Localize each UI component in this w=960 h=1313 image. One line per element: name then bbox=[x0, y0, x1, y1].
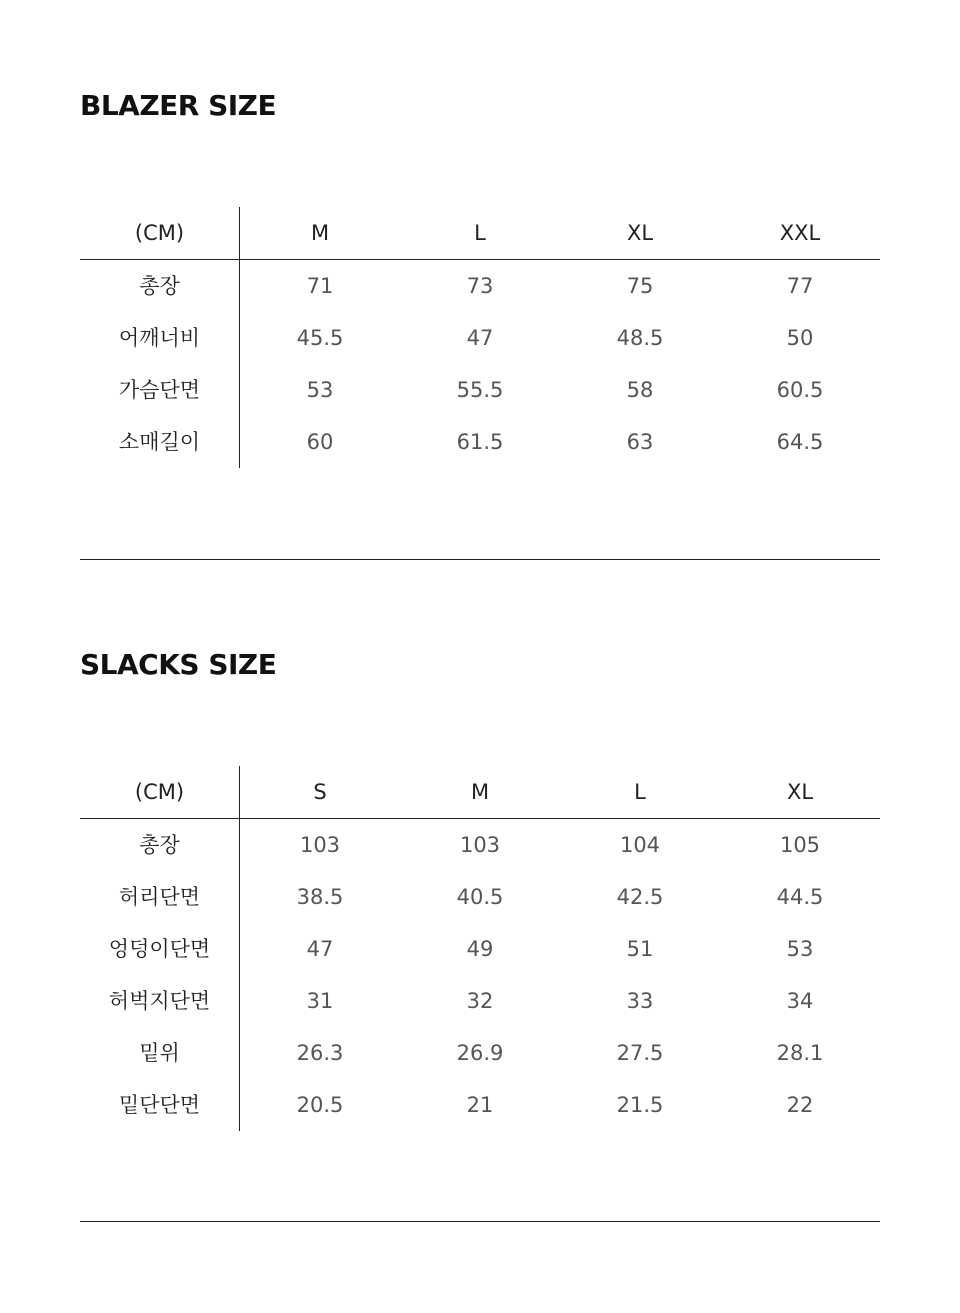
measurement-value: 45.5 bbox=[296, 326, 344, 350]
measurement-label: 소매길이 bbox=[80, 416, 240, 468]
size-header: S bbox=[313, 780, 327, 804]
measurement-value: 21 bbox=[466, 1093, 494, 1117]
measurement-value: 31 bbox=[306, 989, 334, 1013]
measurement-label: 밑위 bbox=[80, 1027, 240, 1079]
measurement-value: 42.5 bbox=[616, 885, 664, 909]
measurement-label: 밑단단면 bbox=[80, 1079, 240, 1131]
measurement-value: 34 bbox=[786, 989, 814, 1013]
blazer-size-table bbox=[80, 207, 880, 468]
table-row bbox=[80, 819, 880, 871]
unit-label: (CM) bbox=[80, 207, 240, 259]
measurement-value: 58 bbox=[626, 378, 654, 402]
size-header: M bbox=[310, 221, 330, 245]
table-header-row bbox=[80, 766, 880, 819]
measurement-value: 51 bbox=[626, 937, 654, 961]
measurement-label: 허벅지단면 bbox=[80, 975, 240, 1027]
measurement-value: 48.5 bbox=[616, 326, 664, 350]
measurement-label: 총장 bbox=[80, 819, 240, 871]
table-row bbox=[80, 364, 880, 416]
table-header-row bbox=[80, 207, 880, 260]
measurement-label: 허리단면 bbox=[80, 871, 240, 923]
table-row bbox=[80, 1079, 880, 1131]
measurement-value: 44.5 bbox=[776, 885, 824, 909]
measurement-value: 77 bbox=[786, 274, 814, 298]
measurement-value: 38.5 bbox=[296, 885, 344, 909]
measurement-value: 33 bbox=[626, 989, 654, 1013]
table-row bbox=[80, 975, 880, 1027]
slacks-size-table bbox=[80, 766, 880, 1131]
measurement-value: 21.5 bbox=[616, 1093, 664, 1117]
size-header: L bbox=[474, 221, 486, 245]
measurement-value: 103 bbox=[459, 833, 501, 857]
size-header: M bbox=[470, 780, 490, 804]
measurement-value: 75 bbox=[626, 274, 654, 298]
measurement-value: 73 bbox=[466, 274, 494, 298]
measurement-label: 총장 bbox=[80, 260, 240, 312]
measurement-value: 28.1 bbox=[776, 1041, 824, 1065]
measurement-value: 103 bbox=[299, 833, 341, 857]
section-divider bbox=[80, 1221, 880, 1222]
measurement-value: 40.5 bbox=[456, 885, 504, 909]
measurement-value: 32 bbox=[466, 989, 494, 1013]
blazer-title: BLAZER SIZE bbox=[80, 89, 277, 122]
table-row bbox=[80, 1027, 880, 1079]
measurement-value: 60 bbox=[306, 430, 334, 454]
measurement-value: 64.5 bbox=[776, 430, 824, 454]
measurement-value: 61.5 bbox=[456, 430, 504, 454]
measurement-value: 26.3 bbox=[296, 1041, 344, 1065]
measurement-value: 47 bbox=[466, 326, 494, 350]
measurement-value: 53 bbox=[786, 937, 814, 961]
measurement-value: 60.5 bbox=[776, 378, 824, 402]
table-row bbox=[80, 416, 880, 468]
measurement-value: 63 bbox=[626, 430, 654, 454]
unit-label: (CM) bbox=[80, 766, 240, 818]
measurement-value: 105 bbox=[779, 833, 821, 857]
measurement-value: 20.5 bbox=[296, 1093, 344, 1117]
measurement-value: 27.5 bbox=[616, 1041, 664, 1065]
measurement-value: 53 bbox=[306, 378, 334, 402]
measurement-label: 어깨너비 bbox=[80, 312, 240, 364]
measurement-value: 71 bbox=[306, 274, 334, 298]
measurement-value: 104 bbox=[619, 833, 661, 857]
size-header: XXL bbox=[779, 221, 821, 245]
table-row bbox=[80, 923, 880, 975]
measurement-value: 26.9 bbox=[456, 1041, 504, 1065]
table-row bbox=[80, 312, 880, 364]
measurement-value: 47 bbox=[306, 937, 334, 961]
measurement-value: 22 bbox=[786, 1093, 814, 1117]
size-header: XL bbox=[626, 221, 654, 245]
measurement-label: 가슴단면 bbox=[80, 364, 240, 416]
measurement-value: 55.5 bbox=[456, 378, 504, 402]
section-divider bbox=[80, 559, 880, 560]
table-row bbox=[80, 871, 880, 923]
table-row bbox=[80, 260, 880, 312]
measurement-label: 엉덩이단면 bbox=[80, 923, 240, 975]
measurement-value: 50 bbox=[786, 326, 814, 350]
slacks-title: SLACKS SIZE bbox=[80, 648, 277, 681]
size-header: L bbox=[634, 780, 646, 804]
size-header: XL bbox=[786, 780, 814, 804]
measurement-value: 49 bbox=[466, 937, 494, 961]
